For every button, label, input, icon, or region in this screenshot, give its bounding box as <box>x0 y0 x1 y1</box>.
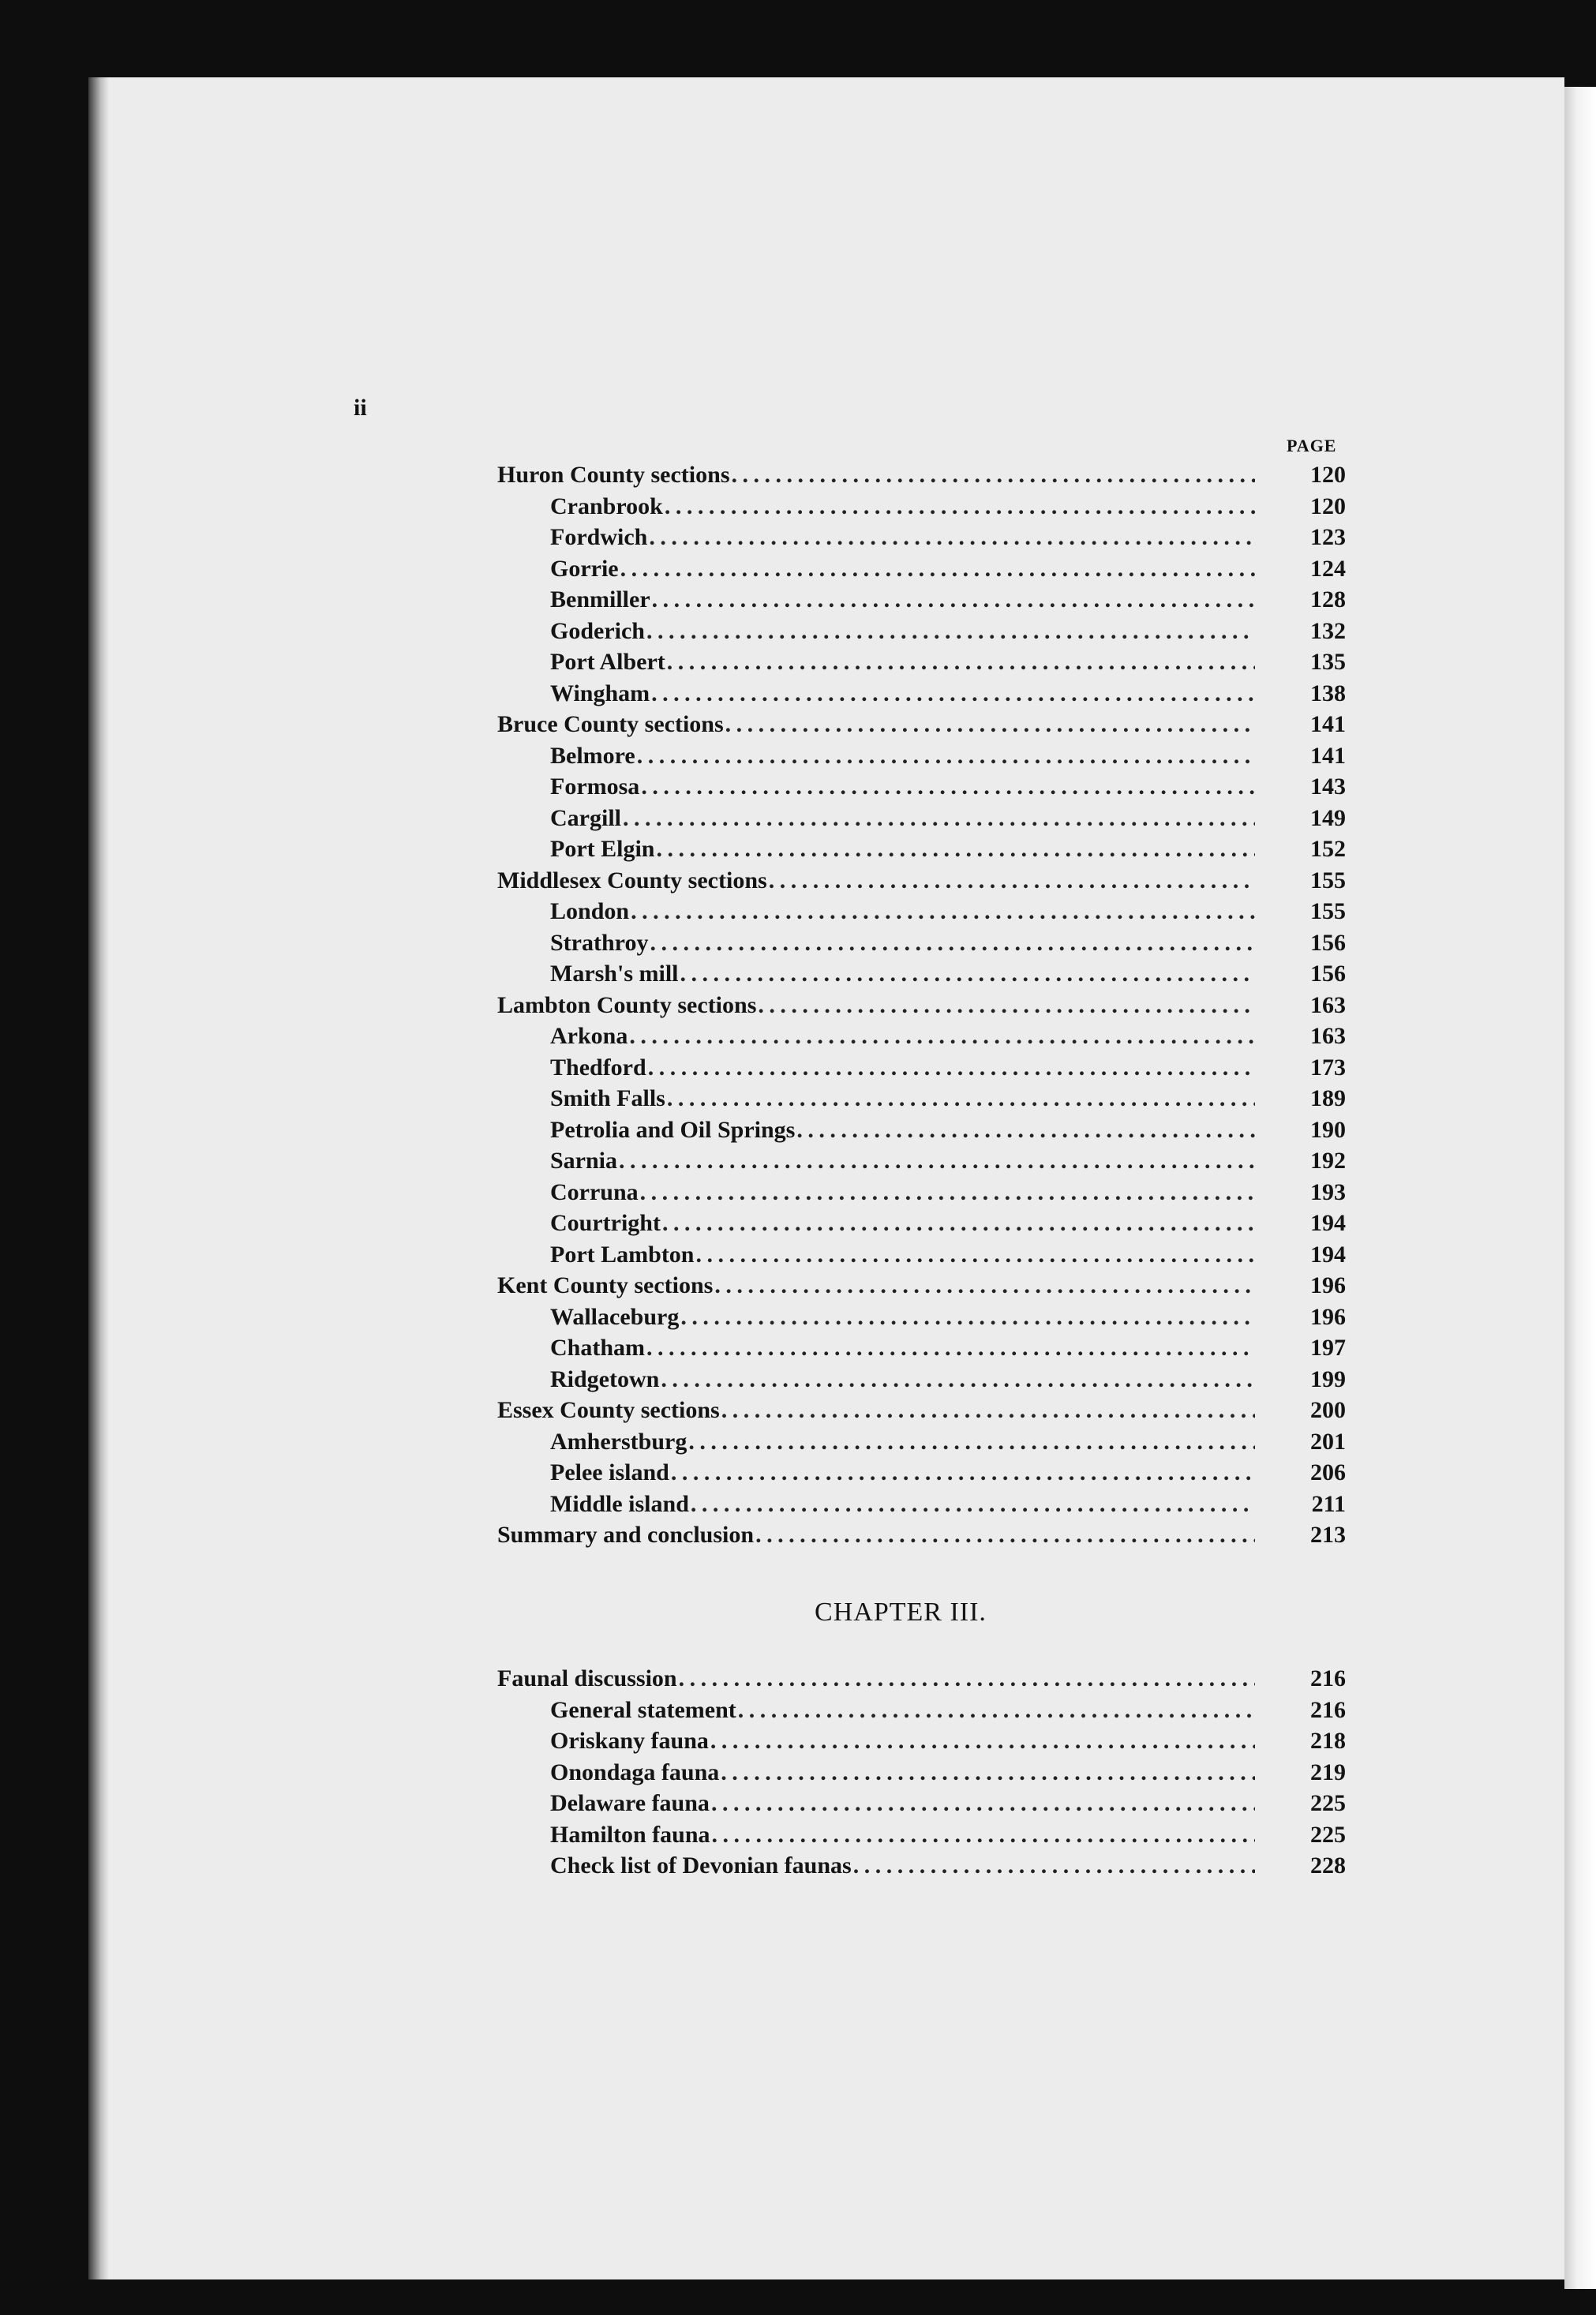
dot-leader <box>623 803 1255 834</box>
toc-entry <box>442 584 1346 616</box>
toc-entry-label: Port Elgin <box>550 836 655 862</box>
toc-entry-label: Chatham <box>550 1335 646 1361</box>
toc-entry-label: Lambton County sections <box>497 991 757 1018</box>
dot-leader <box>680 958 1256 990</box>
toc-entry-label: Summary and conclusion <box>497 1522 755 1548</box>
toc-entry-page: 128 <box>1310 586 1346 612</box>
toc-entry <box>442 1083 1346 1114</box>
page-number: ii <box>354 395 367 421</box>
toc-entry-page: 196 <box>1310 1303 1346 1330</box>
dot-leader <box>671 1457 1255 1489</box>
toc-entry <box>442 1850 1346 1882</box>
toc-entry <box>442 1302 1346 1333</box>
toc-entry <box>442 1695 1346 1726</box>
toc-entry <box>442 1021 1346 1052</box>
toc-entry-page: 173 <box>1310 1054 1346 1081</box>
toc-entry-label: General statement <box>550 1696 736 1723</box>
toc-entry <box>442 459 1346 491</box>
toc-entry-label: Huron County sections <box>497 462 730 488</box>
toc-entry-page: 163 <box>1310 991 1346 1018</box>
dot-leader <box>714 1270 1255 1302</box>
toc-entry-label: Port Lambton <box>550 1241 695 1268</box>
toc-entry-label: Marsh's mill <box>550 961 679 987</box>
toc-entry <box>442 491 1346 523</box>
toc-entry <box>442 1239 1346 1271</box>
dot-leader <box>712 1819 1255 1851</box>
toc-entry <box>442 803 1346 834</box>
toc-entry-page: 155 <box>1310 867 1346 893</box>
toc-entry-label: Ridgetown <box>550 1365 660 1392</box>
toc-entry <box>442 1364 1346 1395</box>
toc-entry-page: 141 <box>1310 711 1346 737</box>
dot-leader <box>629 1021 1255 1052</box>
toc-entry-page: 141 <box>1310 742 1346 769</box>
toc-entry <box>442 1757 1346 1789</box>
toc-entry-page: 192 <box>1310 1148 1346 1174</box>
toc-entry <box>442 1426 1346 1458</box>
dot-leader <box>665 491 1255 523</box>
toc-entry-label: Petrolia and Oil Springs <box>550 1116 796 1143</box>
dot-leader <box>637 740 1255 772</box>
toc-entry-page: 218 <box>1310 1728 1346 1754</box>
toc-entry <box>442 1395 1346 1426</box>
dot-leader <box>667 1083 1255 1114</box>
dot-leader <box>680 1302 1255 1333</box>
toc-entry-page: 163 <box>1310 1023 1346 1049</box>
toc-entry <box>442 1177 1346 1208</box>
dot-leader <box>796 1114 1255 1146</box>
toc-entry <box>442 771 1346 803</box>
toc-entry-page: 225 <box>1310 1821 1346 1848</box>
toc-entry <box>442 1270 1346 1302</box>
toc-entry-label: Strathroy <box>550 929 649 956</box>
toc-entry-label: London <box>550 898 630 924</box>
toc-entry-page: 152 <box>1310 836 1346 862</box>
toc-entry <box>442 896 1346 927</box>
toc-entry-page: 189 <box>1310 1085 1346 1111</box>
toc-entry-label: Fordwich <box>550 524 648 550</box>
next-page-edge <box>1564 87 1596 2289</box>
dot-leader <box>738 1695 1255 1726</box>
toc-entry-page: 196 <box>1310 1272 1346 1298</box>
toc-entry-page: 124 <box>1310 555 1346 582</box>
toc-entry-label: Smith Falls <box>550 1085 665 1111</box>
toc-entry <box>442 646 1346 678</box>
dot-leader <box>631 896 1255 927</box>
toc-entry <box>442 1457 1346 1489</box>
dot-leader <box>769 865 1255 897</box>
toc-entry-label: Cargill <box>550 804 621 831</box>
toc-entry-page: 123 <box>1310 524 1346 550</box>
toc-entry-label: Delaware fauna <box>550 1790 710 1816</box>
toc-entry-label: Goderich <box>550 617 645 644</box>
toc-entry-label: Pelee island <box>550 1459 669 1485</box>
toc-entry-label: Hamilton fauna <box>550 1821 710 1848</box>
toc-entry <box>442 1489 1346 1520</box>
toc-entry-page: 156 <box>1310 929 1346 956</box>
dot-leader <box>853 1850 1255 1882</box>
dot-leader <box>641 771 1255 803</box>
toc-entry <box>442 865 1346 897</box>
toc-entry-label: Thedford <box>550 1054 646 1081</box>
dot-leader <box>755 1519 1255 1551</box>
toc-entry <box>442 1519 1346 1551</box>
toc-entry-page: 211 <box>1311 1490 1346 1517</box>
toc-entry <box>442 1788 1346 1819</box>
dot-leader <box>721 1757 1255 1789</box>
toc-entry-label: Bruce County sections <box>497 711 724 737</box>
toc-entry <box>442 553 1346 585</box>
toc-entry-label: Onondaga fauna <box>550 1759 720 1785</box>
toc-entry-label: Essex County sections <box>497 1397 720 1423</box>
toc-entry-label: Oriskany fauna <box>550 1728 709 1754</box>
toc-entry <box>442 1114 1346 1146</box>
dot-leader <box>688 1426 1255 1458</box>
dot-leader <box>646 1332 1255 1364</box>
dot-leader <box>667 646 1255 678</box>
toc-entry-page: 216 <box>1310 1696 1346 1723</box>
toc-entry-label: Corruna <box>550 1178 639 1205</box>
toc-entry <box>442 1725 1346 1757</box>
toc-entry-page: 190 <box>1310 1116 1346 1143</box>
dot-leader <box>732 459 1256 491</box>
toc-entry-page: 156 <box>1310 961 1346 987</box>
toc-entry-label: Wingham <box>550 680 650 706</box>
dot-leader <box>646 616 1255 647</box>
toc-entry-page: 120 <box>1310 493 1346 519</box>
toc-entry-page: 135 <box>1310 649 1346 675</box>
dot-leader <box>662 1208 1255 1239</box>
dot-leader <box>648 1052 1255 1084</box>
toc-entry <box>442 522 1346 553</box>
toc-entry <box>442 833 1346 865</box>
dot-leader <box>711 1788 1255 1819</box>
dot-leader <box>640 1177 1255 1208</box>
toc-entry-page: 225 <box>1310 1790 1346 1816</box>
dot-leader <box>619 1145 1255 1177</box>
toc-entry <box>442 1332 1346 1364</box>
dot-leader <box>661 1364 1255 1395</box>
toc-entry-label: Faunal discussion <box>497 1665 677 1691</box>
table-of-contents-part-1 <box>442 459 1346 1551</box>
toc-entry-page: 194 <box>1310 1241 1346 1268</box>
toc-entry-page: 149 <box>1310 804 1346 831</box>
dot-leader <box>721 1395 1255 1426</box>
chapter-heading: CHAPTER III. <box>815 1598 987 1627</box>
toc-entry <box>442 616 1346 647</box>
toc-entry-page: 155 <box>1310 898 1346 924</box>
toc-entry <box>442 990 1346 1021</box>
toc-entry-label: Courtright <box>550 1210 661 1236</box>
toc-entry-label: Belmore <box>550 742 635 769</box>
toc-entry-label: Benmiller <box>550 586 650 612</box>
toc-entry-page: 216 <box>1310 1665 1346 1691</box>
toc-entry-page: 213 <box>1310 1522 1346 1548</box>
page-column-heading: PAGE <box>1287 436 1337 455</box>
toc-entry-label: Arkona <box>550 1023 628 1049</box>
dot-leader <box>657 833 1256 865</box>
toc-entry-page: 219 <box>1310 1759 1346 1785</box>
table-of-contents-part-2 <box>442 1663 1346 1882</box>
dot-leader <box>691 1489 1255 1520</box>
dot-leader <box>649 522 1255 553</box>
dot-leader <box>651 678 1255 710</box>
toc-entry-page: 193 <box>1310 1178 1346 1205</box>
toc-entry-page: 132 <box>1310 617 1346 644</box>
toc-entry <box>442 740 1346 772</box>
toc-entry-page: 194 <box>1310 1210 1346 1236</box>
dot-leader <box>725 709 1255 740</box>
dot-leader <box>710 1725 1255 1757</box>
toc-entry <box>442 958 1346 990</box>
dot-leader <box>696 1239 1256 1271</box>
toc-entry-label: Port Albert <box>550 649 665 675</box>
dot-leader <box>650 927 1255 959</box>
toc-entry-label: Kent County sections <box>497 1272 714 1298</box>
toc-entry-label: Middlesex County sections <box>497 867 767 893</box>
toc-entry-label: Check list of Devonian faunas <box>550 1852 852 1879</box>
toc-entry <box>442 927 1346 959</box>
toc-entry-page: 228 <box>1310 1852 1346 1879</box>
toc-entry-page: 138 <box>1310 680 1346 706</box>
toc-entry-page: 201 <box>1310 1428 1346 1455</box>
toc-entry-page: 200 <box>1310 1397 1346 1423</box>
toc-entry-label: Middle island <box>550 1490 689 1517</box>
toc-entry-label: Gorrie <box>550 555 619 582</box>
toc-entry <box>442 678 1346 710</box>
toc-entry-page: 197 <box>1310 1335 1346 1361</box>
toc-entry-page: 206 <box>1310 1459 1346 1485</box>
toc-entry <box>442 1052 1346 1084</box>
toc-entry <box>442 1663 1346 1695</box>
toc-entry-page: 143 <box>1310 774 1346 800</box>
toc-entry-page: 120 <box>1310 462 1346 488</box>
toc-entry-label: Amherstburg <box>550 1428 687 1455</box>
dot-leader <box>679 1663 1255 1695</box>
toc-entry-label: Sarnia <box>550 1148 618 1174</box>
toc-entry <box>442 709 1346 740</box>
dot-leader <box>652 584 1255 616</box>
dot-leader <box>620 553 1255 585</box>
toc-entry <box>442 1145 1346 1177</box>
toc-entry <box>442 1819 1346 1851</box>
dot-leader <box>758 990 1255 1021</box>
page-spine-shadow <box>88 77 109 2279</box>
toc-entry-label: Cranbrook <box>550 493 663 519</box>
toc-entry <box>442 1208 1346 1239</box>
toc-entry-label: Formosa <box>550 774 640 800</box>
toc-entry-page: 199 <box>1310 1365 1346 1392</box>
toc-entry-label: Wallaceburg <box>550 1303 680 1330</box>
